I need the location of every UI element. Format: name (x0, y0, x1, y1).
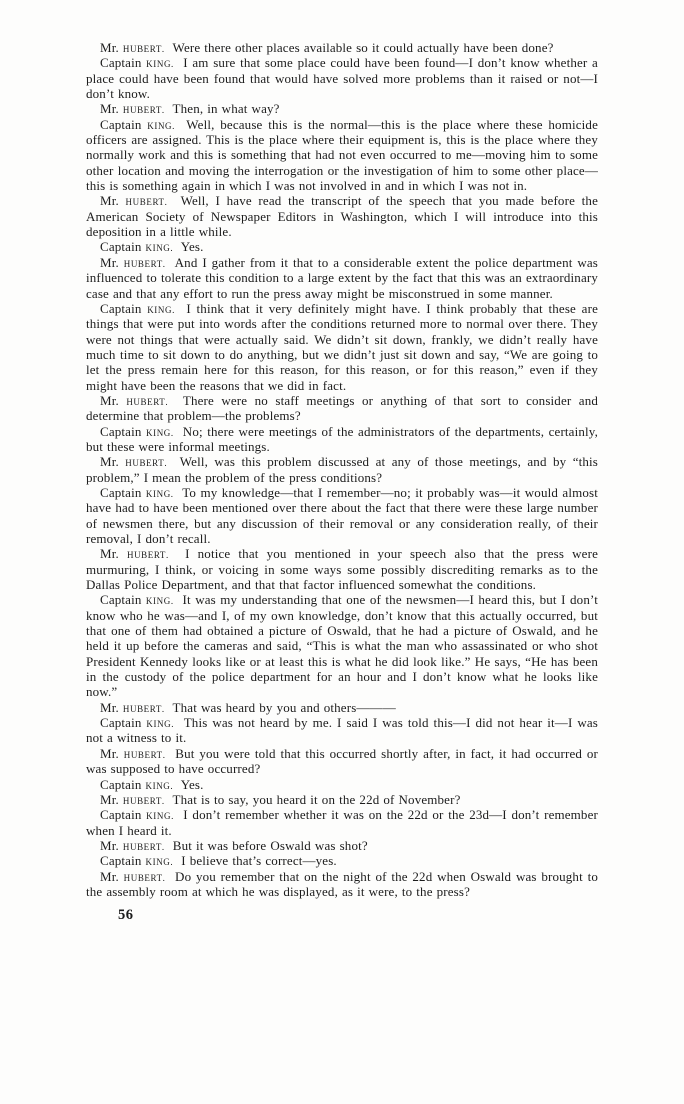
transcript-paragraph (86, 239, 598, 254)
paragraph-text: Well, was this problem discussed at any of those meetings, and by “this problem,” I mean the problem of the press conditions? (86, 454, 599, 485)
paragraph-text: I notice that you mentioned in your speech also that the press were murmuring, I think, or voicing in some ways some possibly discrediting remarks as to the Dallas Police Department, and that that factor influenced somewhat the conditions. (86, 546, 599, 593)
speaker-name: Mr. Hubert. (100, 454, 168, 470)
transcript-paragraph (86, 393, 598, 424)
speaker-name: Mr. Hubert. (100, 193, 168, 209)
transcript-paragraph (86, 546, 598, 592)
transcript-paragraph (86, 485, 598, 546)
page-number: 56 (118, 907, 134, 924)
transcript-paragraph (86, 454, 598, 485)
paragraph-text: I think that it very definitely might have. I think probably that these are things that were put into words after the conditions returned more to normal over there. They were not things that were actually said. We didn’t sit down, frankly, we didn’t really have much time to sit down to do anything, but we didn’t just sit down and say, “We are going to let the press remain here for this reason, for this reason, or for this reason,” even if they might have been the reasons that we did in fact. (86, 300, 598, 393)
paragraph-text: No; there were meetings of the administrators of the departments, certainly, but these were informal meetings. (86, 423, 598, 454)
transcript (86, 40, 598, 899)
speaker-name: Captain King. (100, 592, 174, 608)
speaker-name: Mr. Hubert. (100, 546, 169, 562)
transcript-paragraph (86, 101, 598, 116)
paragraph-text: Were there other places available so it could actually have been done? (164, 40, 554, 55)
speaker-name: Mr. Hubert. (100, 40, 165, 55)
speaker-name: Captain King. (100, 116, 175, 132)
transcript-paragraph (86, 869, 598, 900)
speaker-name: Captain King. (100, 239, 174, 255)
transcript-paragraph (86, 777, 598, 792)
paragraph-text: I am sure that some place could have been found—I don’t know whether a place could have been found that would have solved more problems than it raised or not—I don’t know. (86, 55, 598, 102)
speaker-name: Mr. Hubert. (100, 745, 166, 761)
transcript-paragraph (86, 746, 598, 777)
paragraph-text: Well, I have read the transcript of the speech that you made before the American Society of Newspaper Editors in Washington, which I will introduce into this deposition in a little while. (86, 193, 598, 240)
speaker-name: Mr. Hubert. (100, 254, 166, 270)
speaker-name: Mr. Hubert. (100, 837, 165, 853)
speaker-name: Captain King. (100, 484, 174, 500)
speaker-name: Captain King. (100, 300, 175, 316)
transcript-paragraph (86, 807, 598, 838)
paragraph-text: But you were told that this occurred shortly after, in fact, it had occurred or was supposed to have occurred? (86, 745, 599, 777)
speaker-name: Captain King. (100, 423, 174, 439)
transcript-paragraph (86, 117, 598, 194)
paragraph-text: There were no staff meetings or anything of that sort to consider and determine that problem—the problems? (86, 392, 599, 424)
paragraph-text: Yes. (173, 239, 204, 255)
transcript-paragraph (86, 853, 598, 868)
transcript-paragraph (86, 792, 598, 807)
paragraph-text: That was heard by you and others——— (164, 699, 396, 715)
speaker-name: Mr. Hubert. (100, 868, 166, 884)
paragraph-text: Then, in what way? (164, 101, 280, 117)
transcript-paragraph (86, 700, 598, 715)
speaker-name: Mr. Hubert. (100, 392, 169, 408)
paragraph-text: Well, because this is the normal—this is the place where these homicide officers are assigned. This is the place where their equipment is, this is the place where they normally work and this is something that had not even occurred to me—moving him to some other location and moving the interrogation or the investigation of him to some other place—this is something again in which I was not involved in and in which I was not in. (86, 116, 598, 194)
speaker-name: Mr. Hubert. (100, 791, 165, 807)
paragraph-text: It was my understanding that one of the newsmen—I heard this, but I don’t know who he was—and I, of my own knowledge, don’t know that this actually occurred, but that one of them had obtained a picture of Oswald, that he had a picture of Oswald, and he held it up before the cameras and said, “This is what the man who assassinated or who shot President Kennedy looks like or at least this is what he did look like.” He says, “He has been in the custody of the police department for an hour and I don’t know what he looks like now.” (86, 592, 598, 700)
speaker-name: Mr. Hubert. (100, 101, 165, 117)
paragraph-text: But it was before Oswald was shot? (164, 837, 368, 853)
transcript-paragraph (86, 55, 598, 101)
paragraph-text: I believe that’s correct—yes. (173, 853, 337, 869)
speaker-name: Captain King. (100, 715, 175, 731)
speaker-name: Captain King. (100, 807, 174, 823)
speaker-name: Captain King. (100, 55, 174, 71)
paragraph-text: Yes. (173, 776, 204, 792)
paragraph-text: Do you remember that on the night of the 22d when Oswald was brought to the assembly room at which he was displayed, as it were, to the press? (86, 868, 598, 899)
transcript-paragraph (86, 715, 598, 746)
transcript-paragraph (86, 40, 598, 55)
paragraph-text: And I gather from it that to a considerable extent the police department was influenced to tolerate this condition to a large extent by the fact that this was an extraordinary case and that any effort to run the press away might be misconstrued in some manner. (86, 254, 599, 301)
speaker-name: Captain King. (100, 853, 174, 869)
speaker-name: Captain King. (100, 776, 174, 792)
transcript-paragraph (86, 424, 598, 455)
transcript-paragraph (86, 301, 598, 393)
transcript-paragraph (86, 838, 598, 853)
paragraph-text: This was not heard by me. I said I was told this—I did not hear it—I was not a witness to it. (86, 715, 598, 746)
paragraph-text: I don’t remember whether it was on the 22d or the 23d—I don’t remember when I heard it. (86, 807, 598, 838)
speaker-name: Mr. Hubert. (100, 699, 165, 715)
transcript-paragraph (86, 193, 598, 239)
transcript-paragraph (86, 592, 598, 699)
paragraph-text: To my knowledge—that I remember—no; it probably was—it would almost have had to have been mentioned over there about the fact that there were these large number of newsmen there, but any discussion of their removal or any consideration really, of their removal, I don’t recall. (86, 484, 598, 546)
transcript-paragraph (86, 255, 598, 301)
paragraph-text: That is to say, you heard it on the 22d of November? (164, 791, 461, 807)
